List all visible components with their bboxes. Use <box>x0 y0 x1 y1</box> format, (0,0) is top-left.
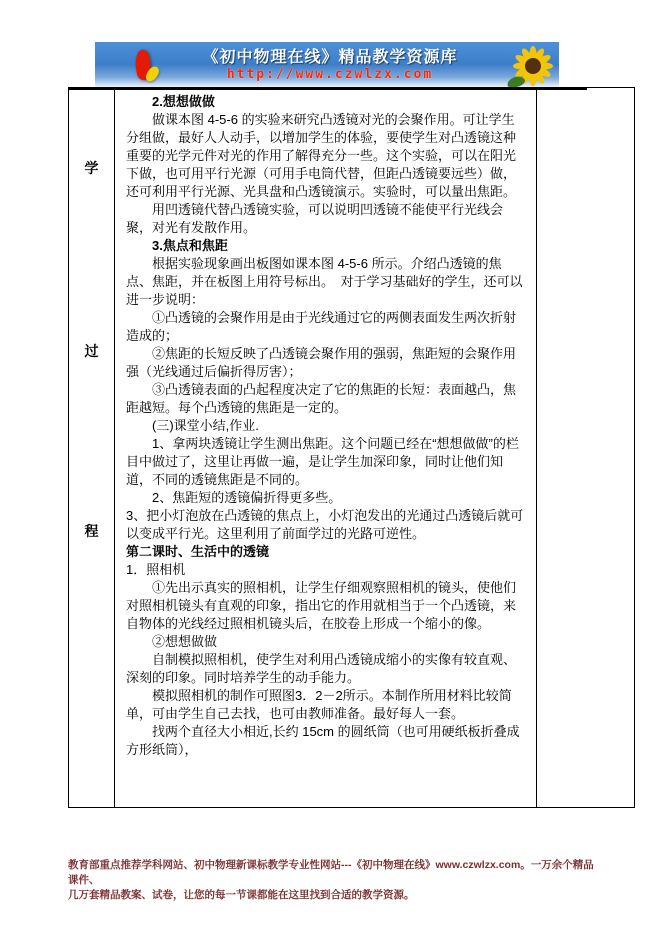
paragraph: 模拟照相机的制作可照图3．2－2所示。本制作所用材料比较简单，可由学生自己去找，也可由教师准备。最好每人一套。 <box>126 688 512 721</box>
rail-char: 学 <box>84 160 99 176</box>
banner-title: 《初中物理在线》精品教学资源库 <box>202 49 458 66</box>
left-rail-column <box>69 88 115 807</box>
section-heading: 2.想想做做 <box>152 94 215 109</box>
paragraph: 1、拿两块透镜让学生测出焦距。这个问题已经在“想想做做”的栏目中做过了，这里让再做一遍，是让学生加深印象，同时让他们知道，不同的透镜焦距是不同的。 <box>126 436 519 487</box>
banner-url-link[interactable]: http://www.czwlzx.com <box>226 67 434 82</box>
paragraph: 自制模拟照相机，使学生对利用凸透镜成缩小的实像有较直观、深刻的印象。同时培养学生的动手能力。 <box>126 652 517 685</box>
paragraph: ②焦距的长短反映了凸透镜会聚作用的强弱，焦距短的会聚作用强（光线通过后偏折得厉害）； <box>126 346 517 379</box>
paragraph: ③凸透镜表面的凸起程度决定了它的焦距的长短：表面越凸，焦距越短。每个凸透镜的焦距是一定的。 <box>126 382 517 415</box>
rail-char: 程 <box>84 523 99 539</box>
paragraph: (三)课堂小结,作业. <box>152 418 259 433</box>
notes-column-empty <box>537 88 634 807</box>
rail-char: 过 <box>84 343 99 359</box>
paragraph: 找两个直径大小相近,长约 15cm 的圆纸筒（也可用硬纸板折叠成方形纸筒）， <box>126 724 520 757</box>
footer-line: 几万套精品教案、试卷，让您的每一节课都能在这里找到合适的教学资源。 <box>68 889 415 901</box>
lesson-plan-table <box>68 87 635 808</box>
footer-line: 教育部重点推荐学科网站、初中物理新课标教学专业性网站---《初中物理在线》www.czwlzx.com。一万余个精品课件、 <box>68 859 594 886</box>
site-footer <box>68 858 600 903</box>
section-heading: 3.焦点和焦距 <box>152 238 228 253</box>
paragraph: 2、焦距短的透镜偏折得更多些。 <box>152 490 342 505</box>
paragraph: 做课本图 4-5-6 的实验来研究凸透镜对光的会聚作用。可让学生分组做，最好人人动手，以增加学生的体验，要使学生对凸透镜这种重要的光学元件对光的作用了解得充分一些。这个实验，可以在阳光下做，也可用平行光源（可用手电筒代替，但距凸透镜要远些）做，还可利用平行光源、光具盘和凸透镜演示。实验时，可以量出焦距。 <box>126 112 517 199</box>
sunflower-icon <box>507 45 555 87</box>
content-column <box>115 88 537 807</box>
paragraph: ①先出示真实的照相机，让学生仔细观察照相机的镜头，使他们对照相机镜头有直观的印象，指出它的作用就相当于一个凸透镜，来自物体的光线经过照相机镜头后，在胶卷上形成一个缩小的像。 <box>126 580 517 631</box>
lesson-title: 第二课时、生活中的透镜 <box>126 544 270 559</box>
paragraph: ①凸透镜的会聚作用是由于光线通过它的两侧表面发生两次折射造成的； <box>126 310 517 343</box>
table-top-border <box>68 87 587 90</box>
site-banner <box>95 42 559 87</box>
paragraph: 根据实验现象画出板图如课本图 4-5-6 所示。介绍凸透镜的焦点、焦距，并在板图上用符号标出。 对于学习基础好的学生，还可以进一步说明： <box>126 256 523 307</box>
paragraph: 3、把小灯泡放在凸透镜的焦点上，小灯泡发出的光通过凸透镜后就可以变成平行光。这里利用了前面学过的光路可逆性。 <box>126 508 524 541</box>
paragraph: 用凹透镜代替凸透镜实验，可以说明凹透镜不能使平行光线会聚，对光有发散作用。 <box>126 202 504 235</box>
paragraph: ②想想做做 <box>152 634 218 649</box>
paragraph: 1．照相机 <box>126 562 186 577</box>
